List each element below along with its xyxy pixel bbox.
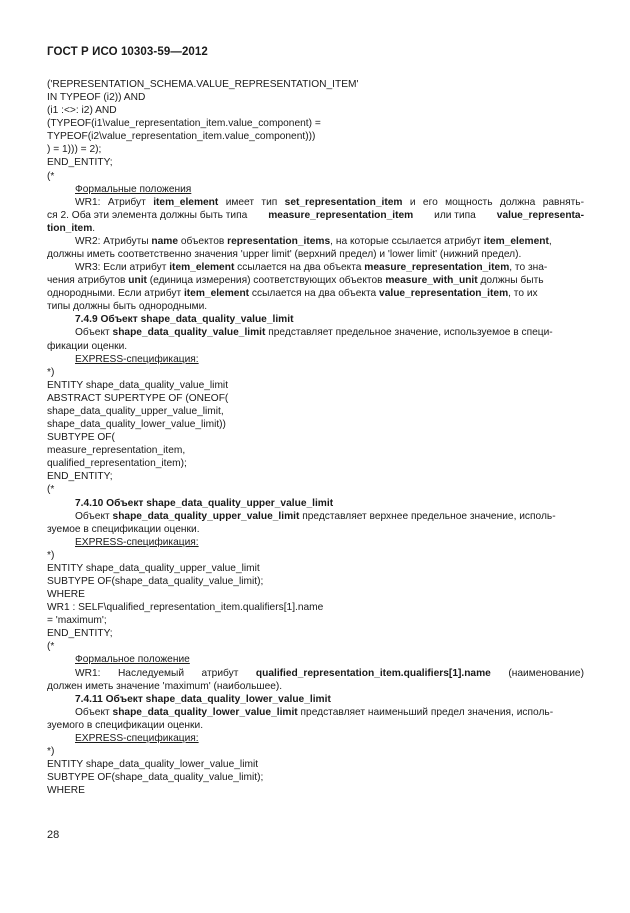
- text-span: должны иметь соответственно значения 'upper limit' (верхний предел) и 'lower limit' (нижний предел).: [47, 249, 522, 261]
- text-line: [47, 536, 584, 549]
- bold-term: measure_with_unit: [385, 275, 478, 287]
- bold-term: value_representa-: [496, 209, 584, 221]
- text-span: имеет: [225, 196, 255, 208]
- text-span: (i1 :<>: i2) AND: [47, 105, 117, 117]
- text-line: [47, 588, 584, 601]
- text-line: [47, 640, 584, 653]
- text-line: [47, 366, 584, 379]
- text-span: *): [47, 549, 55, 561]
- text-span: (единица измерения) соответствующих объектов: [146, 275, 386, 287]
- text-line: [47, 235, 584, 248]
- bold-term: qualified_representation_item.qualifiers[1].name: [255, 667, 491, 679]
- text-line: [47, 627, 584, 640]
- text-line: [47, 457, 584, 470]
- text-span: атрибут: [201, 667, 239, 679]
- text-span: WR1:: [75, 667, 101, 679]
- text-line: [47, 549, 584, 562]
- text-line: [47, 104, 584, 117]
- text-span: ссылается на два объекта: [234, 262, 365, 274]
- text-span: или типа: [431, 209, 479, 221]
- page-header: ГОСТ Р ИСО 10303-59—2012: [47, 46, 208, 58]
- underlined-heading: Формальное положение: [75, 654, 190, 666]
- text-span: Объект: [75, 510, 113, 522]
- text-span: (*: [47, 484, 55, 496]
- text-line: [47, 510, 584, 523]
- text-line: [47, 470, 584, 483]
- bold-term: name: [151, 235, 179, 247]
- text-span: фикации оценки.: [47, 340, 128, 352]
- text-span: и: [409, 196, 416, 208]
- bold-term: 7.4.11 Объект shape_data_quality_lower_value_limit: [75, 693, 331, 705]
- text-line: [47, 614, 584, 627]
- text-line: [47, 143, 584, 156]
- text-line: [47, 261, 584, 274]
- text-line: [47, 287, 584, 300]
- text-span: END_ENTITY;: [47, 157, 113, 169]
- text-span: представляет наименьший предел значения, исполь-: [297, 706, 554, 718]
- text-span: должны быть: [477, 275, 544, 287]
- text-span: должен иметь значение 'maximum' (наибольшее).: [47, 680, 283, 692]
- text-line: [47, 222, 584, 235]
- text-line: [47, 431, 584, 444]
- text-line: [47, 706, 584, 719]
- text-line: [47, 784, 584, 797]
- text-span: мощность: [445, 196, 493, 208]
- bold-term: tion_item: [47, 222, 93, 234]
- text-line: [47, 91, 584, 104]
- text-line: [47, 497, 584, 510]
- bold-term: 7.4.10 Объект shape_data_quality_upper_value_limit: [75, 497, 334, 509]
- text-span: WR1 : SELF\qualified_representation_item.qualifiers[1].name: [47, 602, 324, 614]
- text-line: [47, 523, 584, 536]
- text-span: END_ENTITY;: [47, 628, 113, 640]
- text-span: TYPEOF(i2\value_representation_item.value_component))): [47, 131, 316, 143]
- text-line: [47, 680, 584, 693]
- bold-term: shape_data_quality_value_limit: [112, 327, 266, 339]
- text-span: (наименование): [508, 667, 584, 679]
- text-span: представляет предельное значение, используемое в специ-: [265, 327, 553, 339]
- bold-term: shape_data_quality_lower_value_limit: [112, 706, 298, 718]
- text-line: [47, 170, 584, 183]
- text-line: [47, 156, 584, 169]
- text-line: [47, 745, 584, 758]
- text-span: = 'maximum';: [47, 615, 107, 627]
- text-span: measure_representation_item,: [47, 445, 186, 457]
- text-span: его: [422, 196, 438, 208]
- text-line: [47, 418, 584, 431]
- text-span: ссылается на два объекта: [249, 288, 380, 300]
- text-line: [47, 562, 584, 575]
- text-line: [47, 693, 584, 706]
- text-span: однородными. Если атрибут: [47, 288, 184, 300]
- text-line: [47, 78, 584, 91]
- bold-term: item_element: [153, 196, 219, 208]
- text-span: *): [47, 366, 55, 378]
- text-line: [47, 117, 584, 130]
- bold-term: measure_representation_item: [268, 209, 414, 221]
- text-line: [47, 209, 584, 222]
- text-line: [47, 667, 584, 680]
- text-span: WHERE: [47, 589, 85, 601]
- bold-term: shape_data_quality_upper_value_limit: [112, 510, 300, 522]
- text-span: (TYPEOF(i1\value_representation_item.value_component) =: [47, 118, 321, 130]
- text-span: IN TYPEOF (i2)) AND: [47, 92, 146, 104]
- bold-term: representation_items: [227, 235, 331, 247]
- text-span: qualified_representation_item);: [47, 458, 187, 470]
- text-line: [47, 392, 584, 405]
- text-span: ENTITY shape_data_quality_value_limit: [47, 379, 229, 391]
- text-span: SUBTYPE OF(: [47, 432, 115, 444]
- text-span: равнять-: [542, 196, 584, 208]
- bold-term: 7.4.9 Объект shape_data_quality_value_limit: [75, 314, 294, 326]
- text-line: [47, 379, 584, 392]
- text-span: *): [47, 745, 55, 757]
- page-body: [47, 78, 584, 797]
- text-line: [47, 758, 584, 771]
- text-line: [47, 601, 584, 614]
- text-line: [47, 340, 584, 353]
- text-span: WR3: Если атрибут: [75, 262, 170, 274]
- text-span: SUBTYPE OF(shape_data_quality_value_limit);: [47, 772, 264, 784]
- text-line: [47, 326, 584, 339]
- text-line: [47, 653, 584, 666]
- text-span: зуемое в спецификации оценки.: [47, 523, 200, 535]
- text-line: [47, 130, 584, 143]
- text-line: [47, 313, 584, 326]
- text-span: ) = 1))) = 2);: [47, 144, 102, 156]
- underlined-heading: EXPRESS-спецификация:: [75, 353, 199, 365]
- text-span: (*: [47, 641, 55, 653]
- text-span: ,: [548, 235, 552, 247]
- text-line: [47, 274, 584, 287]
- text-span: , то зна-: [509, 262, 548, 274]
- text-line: [47, 732, 584, 745]
- bold-term: item_element: [183, 288, 250, 300]
- bold-term: value_representation_item: [379, 288, 509, 300]
- text-span: .: [92, 222, 96, 234]
- underlined-heading: Формальные положения: [75, 183, 192, 195]
- text-line: [47, 405, 584, 418]
- underlined-heading: EXPRESS-спецификация:: [75, 536, 199, 548]
- text-span: типы должны быть однородными.: [47, 301, 208, 313]
- bold-term: unit: [128, 275, 147, 287]
- text-span: представляет верхнее предельное значение, исполь-: [299, 510, 556, 522]
- text-span: ENTITY shape_data_quality_lower_value_limit: [47, 759, 259, 771]
- text-span: , на которые ссылается атрибут: [330, 235, 484, 247]
- text-span: WR2: Атрибуты: [75, 235, 152, 247]
- text-span: , то их: [508, 288, 538, 300]
- text-line: [47, 575, 584, 588]
- page-number: 28: [47, 829, 60, 841]
- text-line: [47, 719, 584, 732]
- text-span: Атрибут: [107, 196, 146, 208]
- text-span: SUBTYPE OF(shape_data_quality_value_limit);: [47, 575, 264, 587]
- text-span: должна: [499, 196, 536, 208]
- text-line: [47, 444, 584, 457]
- text-line: [47, 771, 584, 784]
- text-span: ся 2. Оба эти элемента должны быть типа: [47, 209, 251, 221]
- text-line: [47, 183, 584, 196]
- text-span: shape_data_quality_upper_value_limit,: [47, 405, 224, 417]
- bold-term: item_element: [169, 262, 235, 274]
- text-span: тип: [261, 196, 278, 208]
- text-span: зуемого в спецификации оценки.: [47, 719, 204, 731]
- text-span: Объект: [75, 327, 113, 339]
- underlined-heading: EXPRESS-спецификация:: [75, 732, 199, 744]
- text-span: ENTITY shape_data_quality_upper_value_limit: [47, 562, 260, 574]
- bold-term: set_representation_item: [284, 196, 403, 208]
- text-line: [47, 248, 584, 261]
- text-span: ABSTRACT SUPERTYPE OF (ONEOF(: [47, 392, 229, 404]
- bold-term: measure_representation_item: [364, 262, 510, 274]
- text-line: [47, 483, 584, 496]
- text-span: shape_data_quality_lower_value_limit)): [47, 419, 226, 431]
- text-span: ('REPRESENTATION_SCHEMA.VALUE_REPRESENTATION_ITEM': [47, 79, 359, 90]
- text-line: [47, 196, 584, 209]
- text-span: Объект: [75, 706, 113, 718]
- text-span: (*: [47, 170, 55, 182]
- text-span: WR1:: [75, 196, 101, 208]
- text-line: [47, 300, 584, 313]
- text-span: объектов: [178, 235, 228, 247]
- bold-term: item_element: [483, 235, 549, 247]
- text-line: [47, 353, 584, 366]
- text-span: чения атрибутов: [47, 275, 129, 287]
- text-span: WHERE: [47, 785, 85, 797]
- text-span: END_ENTITY;: [47, 471, 113, 483]
- text-span: Наследуемый: [117, 667, 185, 679]
